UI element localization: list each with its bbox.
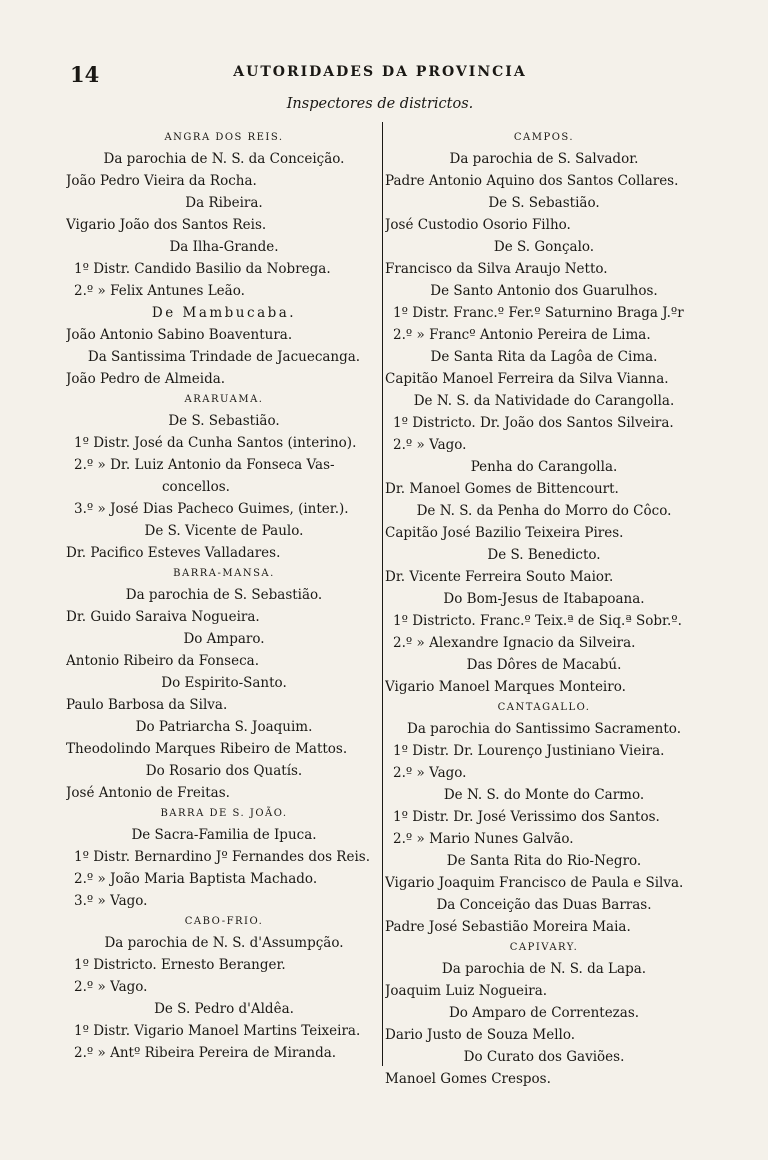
inspector-name: Vigario Joaquim Francisco de Paula e Silva. bbox=[385, 875, 684, 891]
column-divider bbox=[382, 122, 383, 1066]
inspector-name: Capitão José Bazilio Teixeira Pires. bbox=[385, 525, 624, 541]
district-entry: 2.º » Vago. bbox=[74, 979, 148, 995]
parish-heading: Do Bom-Jesus de Itabapoana. bbox=[443, 591, 645, 607]
inspector-name: Capitão Manoel Ferreira da Silva Vianna. bbox=[385, 371, 669, 387]
parish-heading: Do Rosario dos Quatís. bbox=[145, 763, 303, 779]
right-column bbox=[385, 128, 703, 1090]
inspector-name: Dr. Vicente Ferreira Souto Maior. bbox=[385, 569, 614, 585]
district-entry: 2.º » Felix Antunes Leão. bbox=[74, 283, 245, 299]
parish-heading: Da Ribeira. bbox=[185, 195, 263, 211]
parish-heading: De N. S. do Monte do Carmo. bbox=[443, 787, 645, 803]
page-subtitle: Inspectores de districtos. bbox=[286, 96, 474, 112]
inspector-name: Paulo Barbosa da Silva. bbox=[66, 697, 228, 713]
parish-heading: Da Conceição das Duas Barras. bbox=[436, 897, 652, 913]
parish-heading: De S. Benedicto. bbox=[487, 547, 601, 563]
district-entry-continuation: concellos. bbox=[162, 479, 230, 495]
parish-heading: Da parochia de N. S. da Lapa. bbox=[441, 961, 647, 977]
district-entry: 1º Distr. Franc.º Fer.º Saturnino Braga J.ºr bbox=[393, 305, 684, 321]
district-entry: 2.º » Vago. bbox=[393, 765, 467, 781]
parish-heading: De Santa Rita do Rio-Negro. bbox=[446, 853, 642, 869]
parish-heading: De S. Sebastião. bbox=[168, 413, 280, 429]
district-entry: 1º Distr. Dr. José Verissimo dos Santos. bbox=[393, 809, 660, 825]
parish-heading: De N. S. da Penha do Morro do Côco. bbox=[416, 503, 672, 519]
district-entry: 2.º » João Maria Baptista Machado. bbox=[74, 871, 318, 887]
inspector-name: João Antonio Sabino Boaventura. bbox=[66, 327, 293, 343]
district-entry: 3.º » Vago. bbox=[74, 893, 148, 909]
district-entry: 1º Districto. Franc.º Teix.ª de Siq.ª Sobr.º. bbox=[393, 613, 682, 629]
inspector-name: José Custodio Osorio Filho. bbox=[385, 217, 571, 233]
inspector-name: Dr. Pacifico Esteves Valladares. bbox=[66, 545, 281, 561]
district-entry: 1º Distr. Candido Basilio da Nobrega. bbox=[74, 261, 331, 277]
inspector-name: José Antonio de Freitas. bbox=[66, 785, 230, 801]
inspector-name: Antonio Ribeiro da Fonseca. bbox=[66, 653, 259, 669]
parish-heading: Da parochia de S. Sebastião. bbox=[125, 587, 323, 603]
inspector-name: Padre Antonio Aquino dos Santos Collares. bbox=[385, 173, 679, 189]
inspector-name: João Pedro de Almeida. bbox=[66, 371, 226, 387]
parish-heading: De S. Pedro d'Aldêa. bbox=[154, 1001, 294, 1017]
page-number: 14 bbox=[70, 62, 100, 87]
inspector-name: Dr. Manoel Gomes de Bittencourt. bbox=[385, 481, 619, 497]
municipality-heading: CAPIVARY. bbox=[509, 942, 579, 953]
parish-heading: De S. Vicente de Paulo. bbox=[144, 523, 304, 539]
parish-heading: Da Santissima Trindade de Jacuecanga. bbox=[87, 349, 361, 365]
parish-heading: Da parochia de N. S. da Conceição. bbox=[103, 151, 345, 167]
parish-heading: Do Patriarcha S. Joaquim. bbox=[135, 719, 313, 735]
parish-heading: Da parochia do Santissimo Sacramento. bbox=[407, 721, 681, 737]
parish-heading: Penha do Carangolla. bbox=[470, 459, 618, 475]
district-entry: 2.º » Vago. bbox=[393, 437, 467, 453]
district-entry: 1º Distr. José da Cunha Santos (interino). bbox=[74, 435, 357, 451]
parish-heading: Do Amparo de Correntezas. bbox=[448, 1005, 640, 1021]
parish-heading: Do Amparo. bbox=[183, 631, 265, 647]
parish-heading: De N. S. da Natividade do Carangolla. bbox=[413, 393, 675, 409]
parish-heading: De Santo Antonio dos Guarulhos. bbox=[430, 283, 658, 299]
district-entry: 1º Districto. Dr. João dos Santos Silveira. bbox=[393, 415, 674, 431]
district-entry: 2.º » Dr. Luiz Antonio da Fonseca Vas- bbox=[74, 457, 335, 473]
inspector-name: Francisco da Silva Araujo Netto. bbox=[385, 261, 608, 277]
municipality-heading: CAMPOS. bbox=[513, 132, 575, 143]
municipality-heading: CANTAGALLO. bbox=[497, 702, 591, 713]
inspector-name: Dario Justo de Souza Mello. bbox=[385, 1027, 576, 1043]
parish-heading: De S. Sebastião. bbox=[488, 195, 600, 211]
district-entry: 3.º » José Dias Pacheco Guimes, (inter.). bbox=[74, 501, 349, 517]
parish-heading: De S. Gonçalo. bbox=[493, 239, 595, 255]
district-entry: 1º Districto. Ernesto Beranger. bbox=[74, 957, 286, 973]
parish-heading: De Mambucaba. bbox=[151, 305, 297, 321]
left-column bbox=[66, 128, 382, 1064]
parish-heading: De Santa Rita da Lagôa de Cima. bbox=[430, 349, 658, 365]
inspector-name: Theodolindo Marques Ribeiro de Mattos. bbox=[66, 741, 348, 757]
district-entry: 2.º » Alexandre Ignacio da Silveira. bbox=[393, 635, 636, 651]
municipality-heading: CABO-FRIO. bbox=[184, 916, 264, 927]
municipality-heading: BARRA-MANSA. bbox=[173, 568, 275, 579]
parish-heading: Das Dôres de Macabú. bbox=[466, 657, 622, 673]
parish-heading: Do Curato dos Gaviões. bbox=[463, 1049, 625, 1065]
inspector-name: Padre José Sebastião Moreira Maia. bbox=[385, 919, 631, 935]
inspector-name: João Pedro Vieira da Rocha. bbox=[66, 173, 257, 189]
district-entry: 2.º » Francº Antonio Pereira de Lima. bbox=[393, 327, 651, 343]
district-entry: 1º Distr. Bernardino Jº Fernandes dos Reis. bbox=[74, 849, 370, 865]
district-entry: 2.º » Mario Nunes Galvão. bbox=[393, 831, 574, 847]
district-entry: 2.º » Antº Ribeira Pereira de Miranda. bbox=[74, 1045, 337, 1061]
inspector-name: Vigario Manoel Marques Monteiro. bbox=[385, 679, 626, 695]
district-entry: 1º Distr. Dr. Lourenço Justiniano Vieira. bbox=[393, 743, 665, 759]
municipality-heading: ARARUAMA. bbox=[184, 394, 264, 405]
inspector-name: Joaquim Luiz Nogueira. bbox=[385, 983, 548, 999]
parish-heading: De Sacra-Familia de Ipuca. bbox=[131, 827, 317, 843]
parish-heading: Do Espirito-Santo. bbox=[161, 675, 287, 691]
parish-heading: Da Ilha-Grande. bbox=[169, 239, 279, 255]
inspector-name: Dr. Guido Saraiva Nogueira. bbox=[66, 609, 260, 625]
parish-heading: Da parochia de S. Salvador. bbox=[449, 151, 639, 167]
inspector-name: Manoel Gomes Crespos. bbox=[385, 1071, 551, 1087]
municipality-heading: BARRA DE S. JOÃO. bbox=[160, 808, 288, 819]
municipality-heading: ANGRA DOS REIS. bbox=[164, 132, 284, 143]
district-entry: 1º Distr. Vigario Manoel Martins Teixeira. bbox=[74, 1023, 361, 1039]
running-title: AUTORIDADES DA PROVINCIA bbox=[233, 64, 527, 80]
parish-heading: Da parochia de N. S. d'Assumpção. bbox=[104, 935, 344, 951]
inspector-name: Vigario João dos Santos Reis. bbox=[66, 217, 267, 233]
